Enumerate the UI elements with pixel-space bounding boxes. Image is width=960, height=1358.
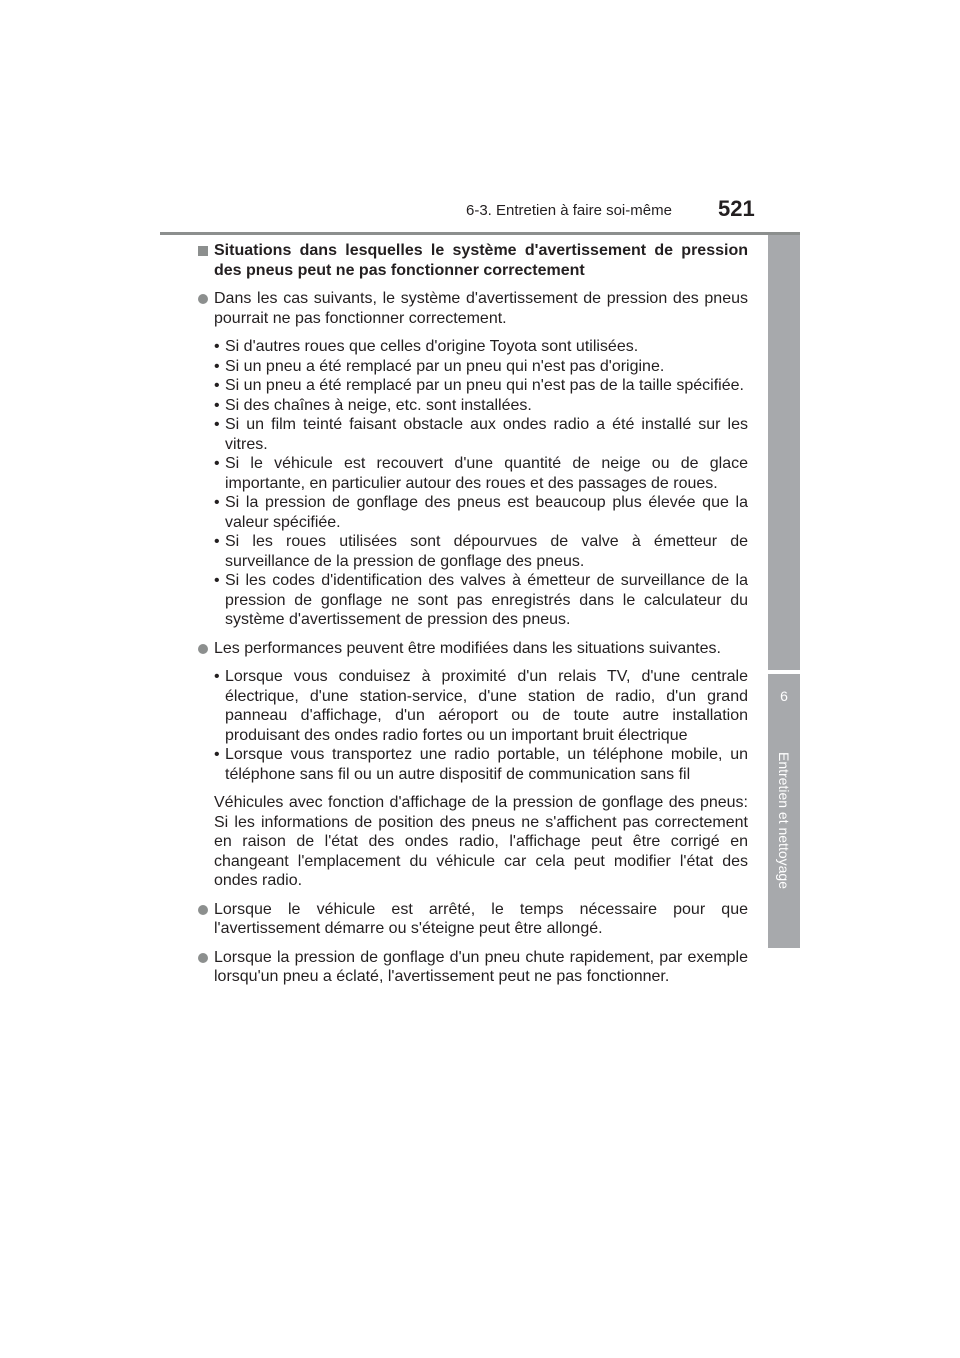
sub-list-item [171, 493, 748, 532]
dot-bullet-icon: • [214, 338, 220, 355]
sub-list-text: Si les roues utilisées sont dépourvues de valve à émetteur de surveillance de la pression de gonflage des pneus. [225, 533, 748, 570]
sub-list-text: Si un film teinté faisant obstacle aux ondes radio a été installé sur les vitres. [225, 416, 748, 453]
circle-bullet-icon [198, 644, 208, 654]
sub-list-item [171, 357, 748, 377]
section-heading [198, 241, 748, 280]
dot-bullet-icon: • [214, 746, 220, 763]
bullet-text: Les performances peuvent être modifiées dans les situations suivantes. [214, 639, 721, 657]
sub-list-item [171, 532, 748, 571]
bullet-item [198, 289, 748, 328]
bullet-text: Lorsque la pression de gonflage d'un pneu chute rapidement, par exemple lorsqu'un pneu a éclaté, l'avertissement peut ne pas fonctionner. [214, 948, 748, 985]
bullet-list [198, 289, 748, 987]
bullet-item [198, 639, 748, 659]
sub-list-text: Lorsque vous transportez une radio portable, un téléphone mobile, un téléphone sans fil ou un autre dispositif de communication sans fil [225, 746, 748, 783]
dot-bullet-icon: • [214, 396, 220, 414]
dot-bullet-icon: • [214, 668, 220, 685]
chapter-tab-upper [768, 235, 800, 670]
sub-list-item [171, 745, 748, 784]
dot-bullet-icon: • [214, 494, 220, 511]
circle-bullet-icon [198, 953, 208, 963]
section-header: 6-3. Entretien à faire soi-même [466, 202, 672, 219]
page-number: 521 [718, 196, 755, 221]
sub-list-text: Si le véhicule est recouvert d'une quantité de neige ou de glace importante, en particulier autour des roues et des passages de roues. [225, 455, 748, 492]
sub-list-item [171, 667, 748, 745]
section-heading-text: Situations dans lesquelles le système d'avertissement de pression des pneus peut ne pas fonctionner correctement [214, 242, 748, 279]
bullet-text: Dans les cas suivants, le système d'avertissement de pression des pneus pourrait ne pas fonctionner correctement. [214, 290, 748, 327]
dot-bullet-icon: • [214, 572, 220, 589]
header-divider [160, 232, 800, 235]
note-paragraph: Véhicules avec fonction d'affichage de la pression de gonflage des pneus: Si les informations de position des pneus ne s'affichent pas correctement en raison de l'état des ondes radio, l'affichage peut être corrigé en changeant l'emplacement du véhicule car cela peut modifier l'état des ondes radio. [214, 794, 748, 889]
sub-list-item [171, 337, 748, 357]
square-bullet-icon [198, 246, 208, 256]
dot-bullet-icon: • [214, 377, 220, 394]
sub-list-text: Si d'autres roues que celles d'origine Toyota sont utilisées. [225, 338, 639, 355]
sub-list-item [171, 415, 748, 454]
sub-list-item [171, 396, 748, 416]
dot-bullet-icon: • [214, 455, 220, 472]
circle-bullet-icon [198, 905, 208, 915]
sub-list [171, 667, 748, 784]
dot-bullet-icon: • [214, 416, 220, 433]
sub-list-item [171, 571, 748, 630]
sub-list-text: Si les codes d'identification des valves à émetteur de surveillance de la pression de gonflage ne sont pas enregistrés dans le calculateur du système d'avertissement de pression des pneus. [225, 572, 748, 628]
sub-list-item [171, 454, 748, 493]
sub-list-text: Si un pneu a été remplacé par un pneu qui n'est pas d'origine. [225, 357, 665, 375]
sub-list-item [171, 376, 748, 396]
sub-list-text: Si un pneu a été remplacé par un pneu qui n'est pas de la taille spécifiée. [225, 377, 744, 394]
dot-bullet-icon: • [214, 357, 220, 375]
bullet-item [198, 900, 748, 939]
chapter-number: 6 [780, 688, 788, 704]
dot-bullet-icon: • [214, 533, 220, 550]
page-content [198, 241, 748, 996]
circle-bullet-icon [198, 294, 208, 304]
sub-list [171, 337, 748, 630]
bullet-text: Lorsque le véhicule est arrêté, le temps nécessaire pour que l'avertissement démarre ou s'éteigne peut être allongé. [214, 900, 748, 937]
sub-list-text: Lorsque vous conduisez à proximité d'un relais TV, d'une centrale électrique, d'une station-service, d'une station de radio, d'un grand panneau d'affichage, d'un aéroport ou de toute autre installation produisant des ondes radio fortes ou un important bruit électrique [225, 668, 748, 744]
chapter-label: Entretien et nettoyage [776, 752, 792, 889]
sub-list-text: Si des chaînes à neige, etc. sont installées. [225, 396, 532, 414]
sub-list-text: Si la pression de gonflage des pneus est beaucoup plus élevée que la valeur spécifiée. [225, 494, 748, 531]
bullet-item [198, 948, 748, 987]
